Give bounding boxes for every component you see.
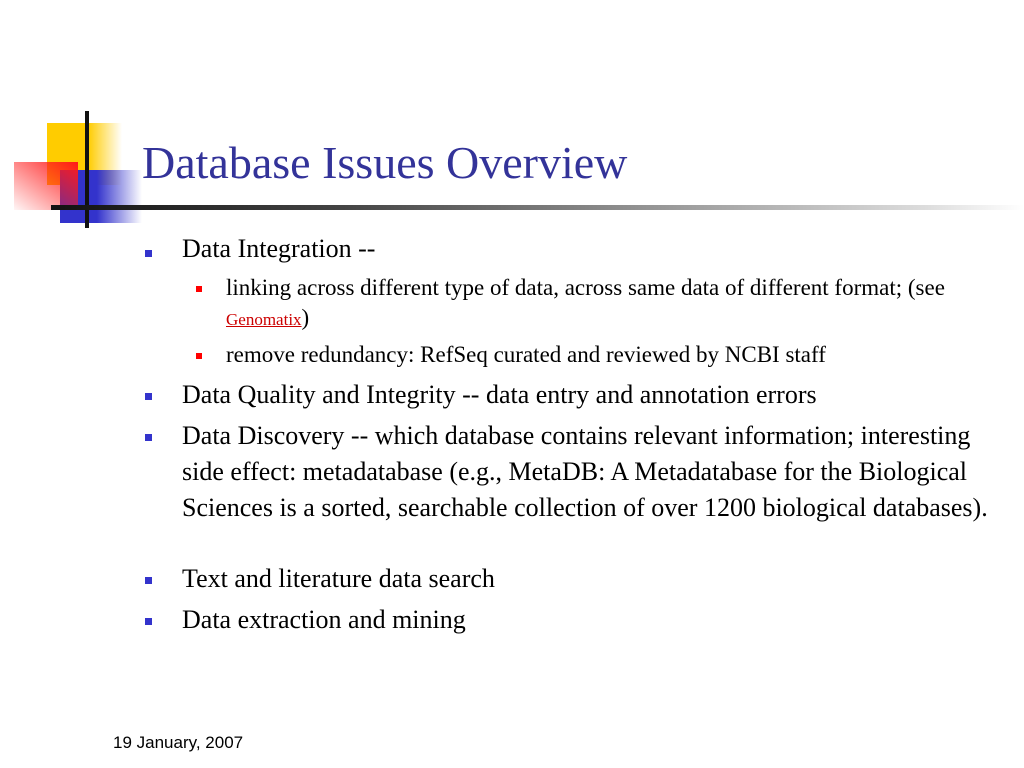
bullet-data-integration: Data Integration -- bbox=[182, 234, 376, 263]
bullet-icon bbox=[145, 250, 152, 257]
sub-bullet-icon bbox=[196, 353, 202, 359]
bullet-data-discovery: Data Discovery -- which database contains relevant information; interesting side effect: metadatabase (e.g., MetaDB: A Metadatabase for the Biological Sciences is a sorted, searchable collection of over 1200 biological databases). bbox=[182, 421, 988, 522]
bullet-text-search: Text and literature data search bbox=[182, 564, 495, 593]
slide-title: Database Issues Overview bbox=[142, 137, 628, 188]
footer-date: 19 January, 2007 bbox=[113, 733, 244, 752]
logo-red-square bbox=[14, 162, 78, 210]
sub-bullet-text-end: ) bbox=[301, 305, 310, 330]
bullet-icon bbox=[145, 434, 152, 441]
sub-bullet-text: linking across different type of data, across same data of different format; (see bbox=[226, 275, 945, 300]
genomatix-link[interactable]: Genomatix bbox=[226, 310, 302, 329]
bullet-icon bbox=[145, 618, 152, 625]
sub-bullet-linking bbox=[226, 273, 986, 335]
title-underline bbox=[51, 205, 1024, 210]
bullet-data-quality: Data Quality and Integrity -- data entry and annotation errors bbox=[182, 380, 817, 409]
bullet-icon bbox=[145, 393, 152, 400]
sub-bullet-redundancy: remove redundancy: RefSeq curated and reviewed by NCBI staff bbox=[226, 342, 826, 367]
logo-vertical-line bbox=[85, 111, 89, 228]
bullet-data-extraction: Data extraction and mining bbox=[182, 605, 466, 634]
sub-bullet-icon bbox=[196, 286, 202, 292]
bullet-icon bbox=[145, 577, 152, 584]
